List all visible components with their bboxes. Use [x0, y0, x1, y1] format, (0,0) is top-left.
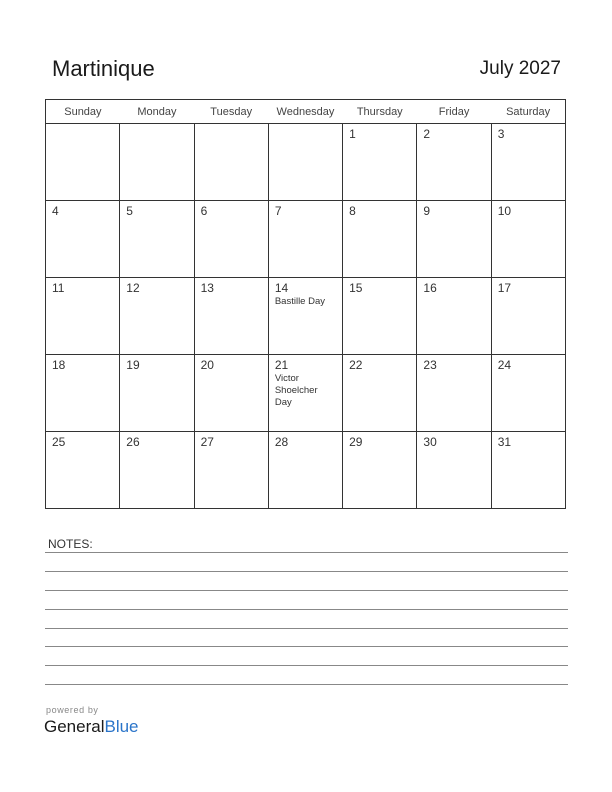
- day-number: 24: [497, 358, 512, 372]
- weekday-wednesday: Wednesday: [268, 100, 342, 124]
- note-line: [45, 628, 568, 629]
- day-cell[interactable]: [491, 432, 565, 509]
- day-number: 7: [274, 204, 282, 218]
- day-cell[interactable]: [417, 201, 491, 278]
- day-cell[interactable]: [491, 278, 565, 355]
- day-cell[interactable]: [46, 432, 120, 509]
- weekday-thursday: Thursday: [343, 100, 417, 124]
- day-number: 4: [52, 204, 59, 218]
- day-number: 5: [126, 204, 133, 218]
- day-number: 20: [200, 358, 214, 372]
- note-line: [45, 646, 568, 647]
- day-number: 25: [52, 435, 66, 449]
- week-row: [46, 124, 566, 201]
- day-number: [46, 124, 119, 141]
- day-cell[interactable]: [120, 432, 194, 509]
- week-row: [46, 432, 566, 509]
- note-line: [45, 552, 568, 553]
- holiday-label: Bastille Day: [274, 296, 326, 307]
- day-cell[interactable]: [268, 432, 342, 509]
- day-number: 21: [274, 358, 289, 372]
- day-number: [120, 124, 193, 141]
- day-cell[interactable]: [120, 278, 194, 355]
- note-line: [45, 684, 568, 685]
- day-cell[interactable]: [417, 432, 491, 509]
- day-cell[interactable]: [120, 355, 194, 432]
- notes-label: NOTES:: [48, 537, 93, 551]
- day-cell[interactable]: [417, 124, 491, 201]
- day-number: 12: [126, 281, 140, 295]
- holiday-label: Victor Shoelcher Day: [274, 373, 318, 408]
- day-number: 11: [52, 281, 65, 295]
- day-cell[interactable]: [343, 278, 417, 355]
- day-number: 13: [200, 281, 214, 295]
- week-row: [46, 278, 566, 355]
- day-number: 27: [200, 435, 214, 449]
- day-cell[interactable]: [194, 124, 268, 201]
- day-cell[interactable]: [46, 278, 120, 355]
- day-number: 8: [349, 204, 356, 218]
- weekday-friday: Friday: [417, 100, 491, 124]
- day-number: 9: [423, 204, 431, 218]
- page-title: Martinique: [52, 56, 155, 81]
- day-cell[interactable]: [343, 355, 417, 432]
- note-line: [45, 609, 568, 610]
- day-cell[interactable]: [491, 355, 565, 432]
- note-line: [45, 665, 568, 666]
- weekday-saturday: Saturday: [491, 100, 565, 124]
- week-row: [46, 201, 566, 278]
- day-cell[interactable]: [268, 124, 342, 201]
- day-number: 6: [200, 204, 208, 218]
- weekday-monday: Monday: [120, 100, 194, 124]
- day-number: 28: [274, 435, 289, 449]
- brand-name-general: General: [44, 717, 105, 736]
- day-number: 15: [349, 281, 363, 295]
- week-row: [46, 355, 566, 432]
- day-number: [195, 124, 268, 141]
- weekday-tuesday: Tuesday: [194, 100, 268, 124]
- month-title: July 2027: [479, 58, 561, 79]
- day-cell[interactable]: [491, 201, 565, 278]
- day-cell[interactable]: [343, 201, 417, 278]
- day-number: 2: [423, 127, 431, 141]
- day-number: 19: [126, 358, 140, 372]
- calendar-grid: [45, 99, 566, 509]
- day-number: 3: [497, 127, 505, 141]
- day-cell[interactable]: [46, 355, 120, 432]
- day-cell[interactable]: [46, 201, 120, 278]
- day-number: 26: [126, 435, 140, 449]
- day-number: 17: [497, 281, 512, 295]
- day-number: 10: [497, 204, 512, 218]
- powered-by-text: powered by: [46, 705, 99, 715]
- note-line: [45, 571, 568, 572]
- day-number: 22: [349, 358, 363, 372]
- day-cell[interactable]: [417, 355, 491, 432]
- brand-logo[interactable]: [44, 717, 139, 737]
- day-cell[interactable]: [194, 355, 268, 432]
- day-number: 14: [274, 281, 289, 295]
- day-number: 18: [52, 358, 66, 372]
- day-number: 31: [497, 435, 512, 449]
- day-number: 29: [349, 435, 363, 449]
- day-cell[interactable]: [343, 432, 417, 509]
- day-cell[interactable]: [120, 201, 194, 278]
- day-number: 30: [423, 435, 437, 449]
- day-cell[interactable]: [268, 278, 342, 355]
- day-number: [269, 124, 342, 141]
- day-cell[interactable]: [268, 355, 342, 432]
- day-number: 16: [423, 281, 437, 295]
- day-cell[interactable]: [268, 201, 342, 278]
- day-cell[interactable]: [194, 278, 268, 355]
- day-number: 23: [423, 358, 437, 372]
- day-cell[interactable]: [194, 432, 268, 509]
- day-cell[interactable]: [120, 124, 194, 201]
- day-cell[interactable]: [194, 201, 268, 278]
- day-cell[interactable]: [46, 124, 120, 201]
- weekday-header-row: [46, 100, 566, 124]
- day-cell[interactable]: [343, 124, 417, 201]
- day-number: 1: [349, 127, 356, 141]
- day-cell[interactable]: [417, 278, 491, 355]
- day-cell[interactable]: [491, 124, 565, 201]
- note-line: [45, 590, 568, 591]
- brand-name-blue: Blue: [104, 717, 139, 736]
- weekday-sunday: Sunday: [46, 100, 120, 124]
